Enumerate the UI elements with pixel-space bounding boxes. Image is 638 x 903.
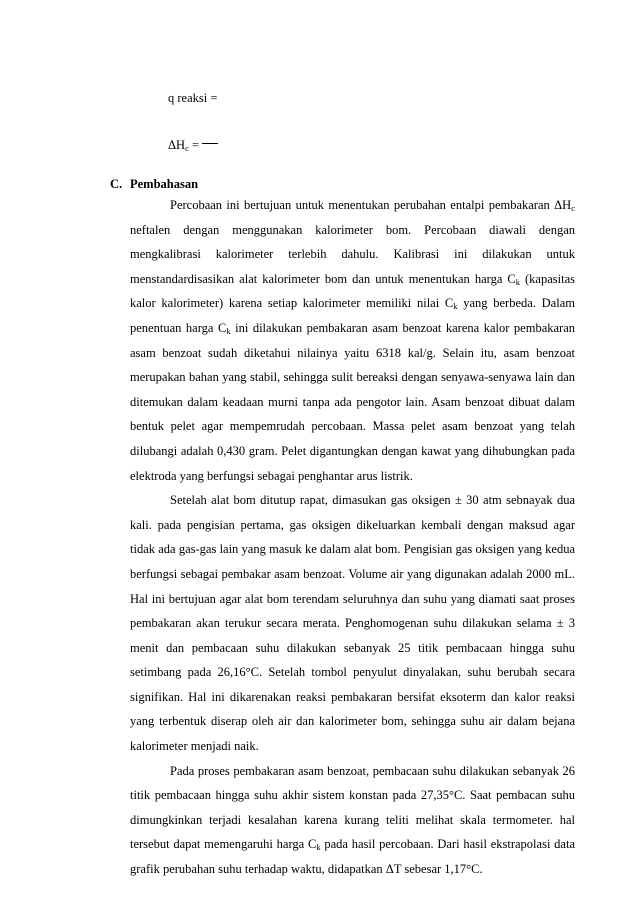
paragraph-3 [130, 759, 575, 882]
text-run: pada hasil percobaan. Dari hasil ekstrapolasi data grafik perubahan suhu terhadap waktu, didapatkan ΔT sebesar 1,17°C. [130, 837, 576, 877]
discussion-body [130, 193, 575, 882]
text-run: (kapasitas kalor kalorimeter) karena setiap kalorimeter memiliki nilai C [130, 271, 575, 311]
equation-q-reaction [168, 90, 217, 106]
equation-q-reaction-text: q reaksi = [168, 91, 218, 105]
subscript: k [226, 325, 231, 336]
text-run: ini dilakukan pembakaran asam benzoat karena kalor pembakaran asam benzoat sudah diketahui nilainya yaitu 6318 kal/g. Selain itu, asam benzoat merupakan bahan yang stabil, sehingga sulit bereaksi dengan senyawa-senyawa lain dan ditemukan dalam keadaan murni tanpa ada pengotor lain. Asam benzoat dibuat dalam bentuk pelet agar mempemrudah percobaan. Massa pelet asam benzoat yang telah dilubangi adalah 0,430 gram. Pelet digantungkan dengan kawat yang dihubungkan pada elektroda yang berfungsi sebagai penghantar arus listrik. [130, 320, 575, 483]
equation-delta-hc [168, 137, 218, 153]
text-run: Setelah alat bom ditutup rapat, dimasukan gas oksigen ± 30 atm sebnayak dua kali. pada pengisian pertama, gas oksigen dikeluarkan kembali dengan maksud agar tidak ada gas-gas lain yang masuk ke dalam alat bom. Pengisian gas oksigen yang kedua berfungsi sebagai pembakar asam benzoat. Volume air yang digunakan adalah 2000 mL. Hal ini bertujuan agar alat bom terendam seluruhnya dan suhu yang diamati saat proses pembakaran akan terukur secara merata. Penghomogenan suhu dilakukan selama ± 3 menit dan pembacaan suhu dilakukan sebanyak 25 titik pembacaan hingga suhu setimbang pada 26,16°C. Setelah tombol penyulut dinyalakan, suhu berubah secara signifikan. Hal ini dikarenakan reaksi pembakaran bersifat eksoterm dan kalor reaksi yang terbentuk diserap oleh air dan kalorimeter bom, sehingga suhu air dalam bejana kalorimeter menjadi naik. [130, 493, 575, 754]
subscript: k [453, 301, 458, 312]
fraction-bar [202, 143, 218, 144]
subscript: k [316, 842, 321, 853]
section-heading [110, 176, 198, 192]
section-title: Pembahasan [130, 177, 199, 191]
delta-hc-subscript: c [185, 143, 189, 153]
subscript: k [515, 276, 520, 287]
subscript: c [571, 203, 575, 213]
text-run: Percobaan ini bertujuan untuk menentukan perubahan entalpi pembakaran ΔH [170, 198, 572, 212]
section-letter: C. [110, 177, 123, 191]
paragraph-1 [130, 193, 575, 488]
delta-hc-equals: = [188, 138, 200, 152]
paragraph-2 [130, 488, 575, 759]
delta-hc-symbol: ΔH [168, 138, 186, 152]
text-run: yang berbeda. Dalam penentuan harga C [130, 296, 575, 335]
text-run: Pada proses pembakaran asam benzoat, pembacaan suhu dilakukan sebanyak 26 titik pembacaan hingga suhu akhir sistem konstan pada 27,35°C. Saat pembacan suhu dimungkinkan terjadi kesalahan karena kurang teliti melihat skala termometer. hal tersebut dapat memengaruhi harga C [130, 763, 575, 852]
text-run: neftalen dengan menggunakan kalorimeter bom. Percobaan diawali dengan mengkalibrasi kalorimeter terlebih dahulu. Kalibrasi ini dilakukan untuk menstandardisasikan alat kalorimeter bom dan untuk menentukan harga C [130, 222, 575, 286]
